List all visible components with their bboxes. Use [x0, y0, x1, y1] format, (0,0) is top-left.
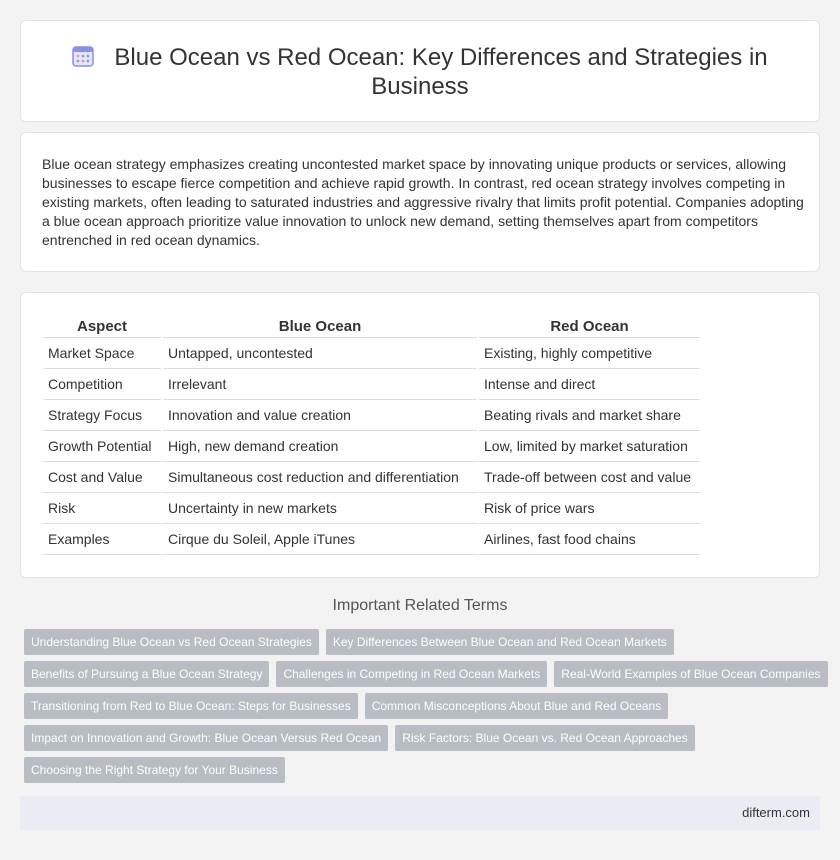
table-row — [43, 338, 700, 369]
table-cell: Existing, highly competitive — [478, 338, 700, 369]
tag-row — [24, 693, 824, 719]
table-cell: Risk — [43, 493, 162, 524]
table-cell: Intense and direct — [478, 369, 700, 400]
table-cell: Airlines, fast food chains — [478, 524, 700, 555]
header-aspect: Aspect — [43, 316, 162, 338]
related-term-tag[interactable]: Real-World Examples of Blue Ocean Companies — [554, 661, 827, 687]
footer — [20, 796, 820, 830]
table-header-row — [43, 316, 700, 338]
related-term-tag[interactable]: Challenges in Competing in Red Ocean Markets — [276, 661, 547, 687]
table-cell: Uncertainty in new markets — [162, 493, 478, 524]
table-cell: High, new demand creation — [162, 431, 478, 462]
table-cell: Untapped, uncontested — [162, 338, 478, 369]
table-row — [43, 493, 700, 524]
table-cell: Trade-off between cost and value — [478, 462, 700, 493]
related-term-tag[interactable]: Understanding Blue Ocean vs Red Ocean Strategies — [24, 629, 319, 655]
table-cell: Growth Potential — [43, 431, 162, 462]
header-red-ocean: Red Ocean — [478, 316, 700, 338]
table-row — [43, 462, 700, 493]
table-cell: Market Space — [43, 338, 162, 369]
related-terms-title: Important Related Terms — [332, 597, 508, 614]
header-blue-ocean: Blue Ocean — [162, 316, 478, 338]
tag-row — [24, 757, 824, 783]
table-cell: Low, limited by market saturation — [478, 431, 700, 462]
related-term-tag[interactable]: Choosing the Right Strategy for Your Business — [24, 757, 285, 783]
table-cell: Cirque du Soleil, Apple iTunes — [162, 524, 478, 555]
table-row — [43, 400, 700, 431]
table-cell: Innovation and value creation — [162, 400, 478, 431]
table-row — [43, 369, 700, 400]
table-cell: Cost and Value — [43, 462, 162, 493]
intro-paragraph: Blue ocean strategy emphasizes creating uncontested market space by innovating unique products or services, allowing businesses to escape fierce competition and achieve rapid growth. In contrast, red ocean strategy involves competing in existing markets, often leading to saturated industries and aggressive rivalry that limits profit potential. Companies adopting a blue ocean approach prioritize value innovation to unlock new demand, setting themselves apart from competitors entrenched in red ocean dynamics. — [42, 156, 804, 248]
related-term-tag[interactable]: Impact on Innovation and Growth: Blue Ocean Versus Red Ocean — [24, 725, 388, 751]
related-terms-tags — [24, 629, 824, 789]
comparison-table — [43, 316, 700, 555]
related-term-tag[interactable]: Transitioning from Red to Blue Ocean: Steps for Businesses — [24, 693, 358, 719]
table-cell: Examples — [43, 524, 162, 555]
tag-row — [24, 629, 824, 655]
comparison-table-card — [20, 292, 820, 578]
page-title: Blue Ocean vs Red Ocean: Key Differences and Strategies in Business — [114, 44, 768, 100]
table-cell: Irrelevant — [162, 369, 478, 400]
related-term-tag[interactable]: Risk Factors: Blue Ocean vs. Red Ocean Approaches — [395, 725, 694, 751]
table-cell: Strategy Focus — [43, 400, 162, 431]
table-row — [43, 524, 700, 555]
header-card — [20, 20, 820, 122]
calendar-icon — [72, 45, 94, 67]
tag-row — [24, 661, 824, 687]
page-title-container — [61, 43, 779, 101]
table-cell: Competition — [43, 369, 162, 400]
related-term-tag[interactable]: Key Differences Between Blue Ocean and Red Ocean Markets — [326, 629, 674, 655]
table-cell: Risk of price wars — [478, 493, 700, 524]
intro-card — [20, 132, 820, 272]
footer-site-link[interactable]: difterm.com — [742, 805, 810, 820]
related-term-tag[interactable]: Common Misconceptions About Blue and Red Oceans — [365, 693, 669, 719]
tag-row — [24, 725, 824, 751]
table-row — [43, 431, 700, 462]
table-cell: Simultaneous cost reduction and differentiation — [162, 462, 478, 493]
table-cell: Beating rivals and market share — [478, 400, 700, 431]
related-term-tag[interactable]: Benefits of Pursuing a Blue Ocean Strategy — [24, 661, 269, 687]
